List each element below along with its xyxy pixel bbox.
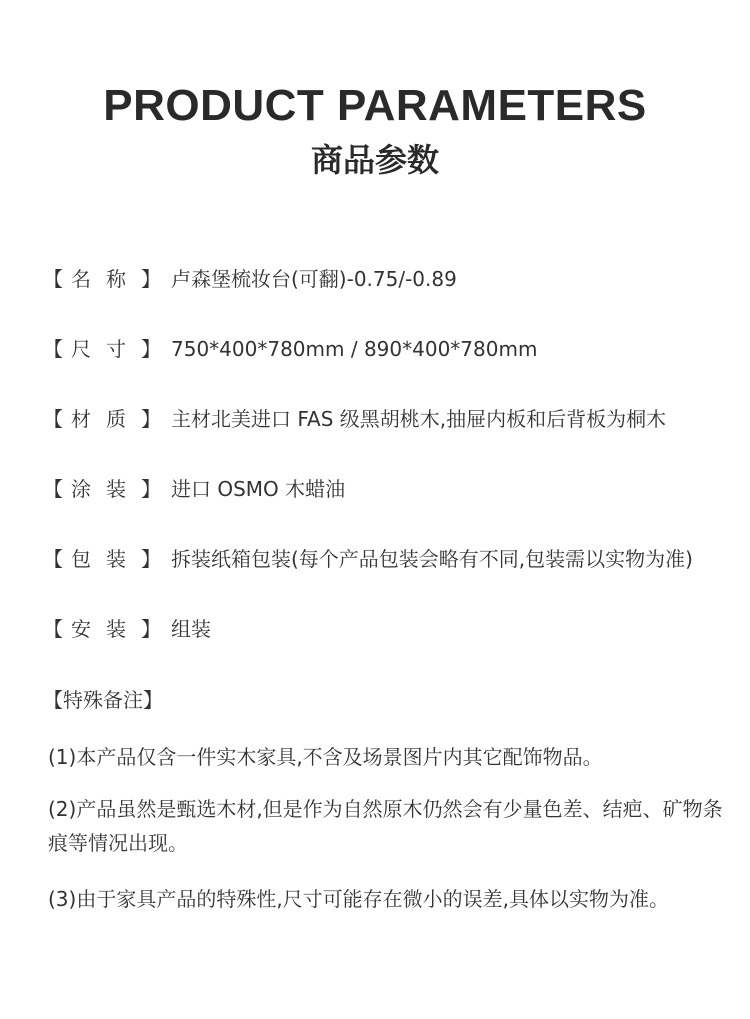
param-label: [43, 611, 163, 647]
param-label: [43, 331, 163, 367]
note-item-1: (1)本产品仅含一件实木家具,不含及场景图片内其它配饰物品。: [48, 745, 603, 769]
param-row-material: [43, 401, 743, 437]
label-char-1: 名: [71, 267, 91, 291]
param-row-size: [43, 331, 743, 367]
label-char-2: 装: [106, 547, 126, 571]
bracket-open: 【: [43, 337, 63, 361]
param-label: [43, 471, 163, 507]
bracket-open: 【: [43, 547, 63, 571]
note-item-2: (2)产品虽然是甄选木材,但是作为自然原木仍然会有少量色差、结疤、矿物条痕等情况出现。: [48, 797, 723, 855]
bracket-close: 】: [141, 617, 161, 641]
page-title-en: PRODUCT PARAMETERS: [103, 81, 647, 130]
param-value-installation: 组装: [171, 617, 211, 641]
bracket-open: 【: [43, 267, 63, 291]
label-char-1: 涂: [71, 477, 91, 501]
bracket-close: 】: [141, 477, 161, 501]
bracket-open: 【: [43, 617, 63, 641]
param-value-size: 750*400*780mm / 890*400*780mm: [171, 337, 538, 361]
bracket-open: 【: [43, 407, 63, 431]
bracket-open: 【: [43, 477, 63, 501]
label-char-2: 装: [106, 477, 126, 501]
label-char-1: 安: [71, 617, 91, 641]
bracket-close: 】: [141, 547, 161, 571]
param-value-material: 主材北美进口 FAS 级黑胡桃木,抽屉内板和后背板为桐木: [171, 407, 667, 431]
param-row-name: [43, 261, 743, 297]
label-char-2: 装: [106, 617, 126, 641]
bracket-close: 】: [141, 267, 161, 291]
notes-heading: 【特殊备注】: [43, 688, 163, 712]
param-row-packaging: [43, 541, 743, 577]
param-value-packaging: 拆装纸箱包装(每个产品包装会略有不同,包装需以实物为准): [171, 547, 693, 571]
param-value-name: 卢森堡梳妆台(可翻)-0.75/-0.89: [171, 267, 457, 291]
param-label: [43, 401, 163, 437]
page-title-cn: 商品参数: [310, 141, 439, 179]
label-char-2: 称: [106, 267, 126, 291]
label-char-1: 尺: [71, 337, 91, 361]
label-char-1: 包: [71, 547, 91, 571]
param-row-installation: [43, 611, 743, 647]
bracket-close: 】: [141, 337, 161, 361]
note-item-3: (3)由于家具产品的特殊性,尺寸可能存在微小的误差,具体以实物为准。: [48, 887, 670, 911]
param-label: [43, 261, 163, 297]
label-char-1: 材: [71, 407, 91, 431]
label-char-2: 寸: [106, 337, 126, 361]
param-label: [43, 541, 163, 577]
label-char-2: 质: [106, 407, 126, 431]
bracket-close: 】: [141, 407, 161, 431]
param-row-finish: [43, 471, 743, 507]
param-value-finish: 进口 OSMO 木蜡油: [171, 477, 346, 501]
